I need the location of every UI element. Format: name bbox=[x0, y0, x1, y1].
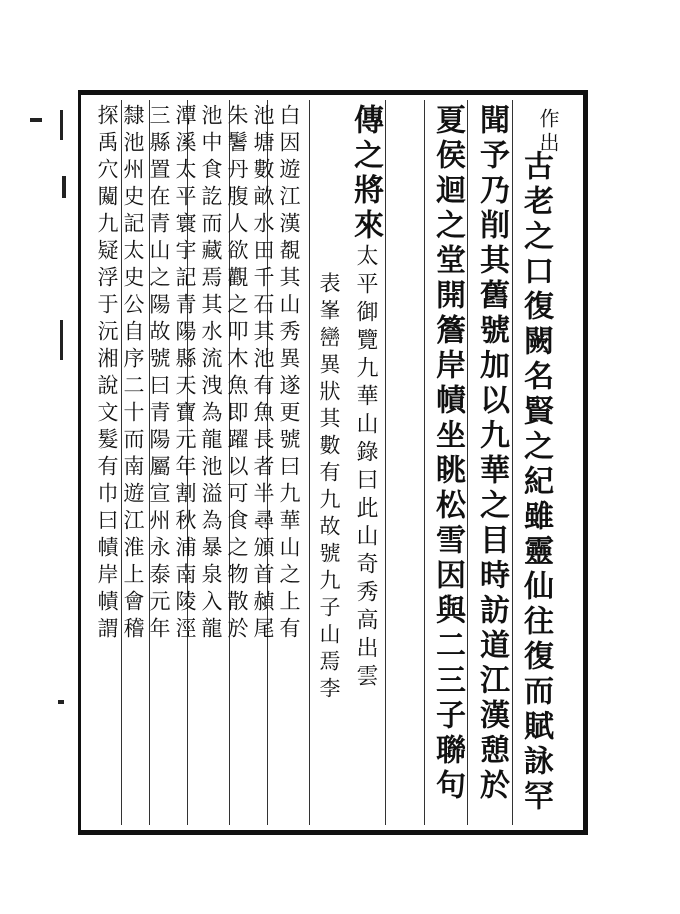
margin-fragment bbox=[30, 118, 42, 122]
text-column-12: 隸池州史記太史公自序二十而南遊江淮上會稽 bbox=[121, 104, 145, 644]
margin-fragment bbox=[58, 700, 64, 704]
margin-fragment bbox=[60, 110, 63, 140]
margin-fragment bbox=[62, 176, 66, 198]
text-column-8: 朱鬐丹腹人欲觀之叩木魚即躍以可食之物散於 bbox=[225, 104, 249, 644]
margin-fragment bbox=[60, 320, 63, 360]
text-column-1: 古老之口復闕名賢之紀雖靈仙往復而賦詠罕 bbox=[518, 150, 553, 815]
text-column-9: 池中食訖而藏焉其水流洩為龍池溢為暴泉入龍 bbox=[199, 104, 223, 644]
column-rule bbox=[467, 100, 468, 825]
text-column-6: 白因遊江漢覩其山秀異遂更號曰九華山之上有 bbox=[277, 104, 301, 644]
side-annotation: 作出 bbox=[536, 108, 560, 156]
page-border-left bbox=[78, 90, 81, 835]
column-rule bbox=[512, 100, 513, 825]
text-column-7: 池塘數畝水田千石其池有魚長者半尋頒首赬尾 bbox=[251, 104, 275, 644]
column-rule bbox=[385, 100, 386, 825]
text-column-4 bbox=[348, 104, 383, 692]
text-column-13: 探禹穴闚九疑浮于沅湘說文髮有巾曰幘岸幘謂 bbox=[95, 104, 119, 644]
text-column-4-main: 傳之將來 bbox=[348, 104, 383, 244]
text-column-4-note: 太平御覽九華山錄曰此山奇秀高出雲 bbox=[353, 244, 378, 692]
column-rule bbox=[309, 100, 310, 825]
text-column-11: 三縣置在青山之陽故號曰青陽屬宣州永泰元年 bbox=[147, 104, 171, 644]
text-column-5: 表峯巒異狀其數有九故號九子山焉李 bbox=[317, 272, 341, 704]
text-column-2: 聞予乃削其舊號加以九華之目時訪道江漢憩於 bbox=[474, 104, 509, 804]
text-column-10: 潭溪太平寰宇記青陽縣天寶元年割秋浦南陵涇 bbox=[173, 104, 197, 644]
column-rule bbox=[424, 100, 425, 825]
text-column-3: 夏侯迴之堂開簷岸幘坐眺松雪因與二三子聯句 bbox=[430, 104, 465, 804]
